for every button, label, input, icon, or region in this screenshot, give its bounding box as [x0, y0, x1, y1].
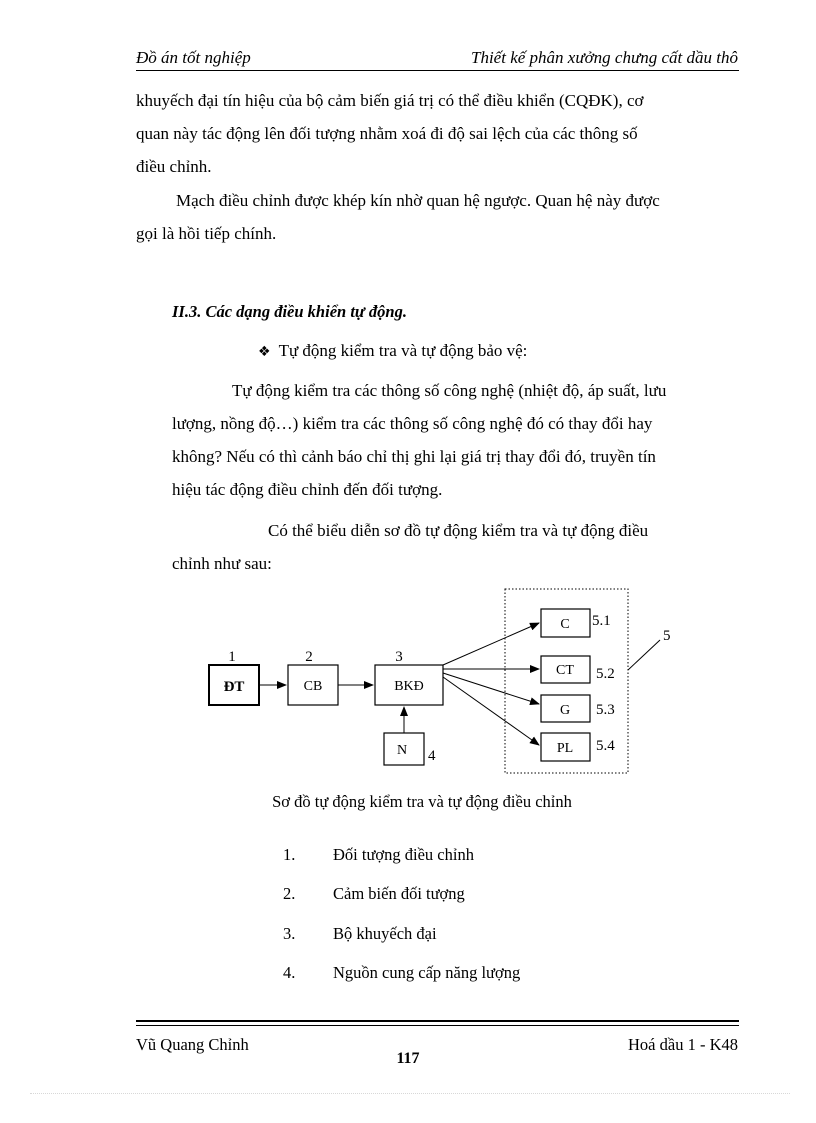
block-dt-label: ĐT: [223, 679, 245, 695]
block-ct-label: CT: [556, 663, 574, 678]
paragraph-4-line-1: Có thể biểu diễn sơ đồ tự động kiểm tra và tự động điều: [268, 521, 649, 540]
list-item-2-text: Cảm biến đối tượng: [333, 884, 465, 903]
header-left-title: Đồ án tốt nghiệp: [136, 48, 251, 67]
label-5: 5: [663, 628, 671, 644]
arrow-bkd-c: [443, 623, 539, 665]
footer-author: Vũ Quang Chỉnh: [136, 1035, 249, 1054]
label-5-2: 5.2: [596, 666, 615, 682]
section-heading: II.3. Các dạng điều khiển tự động.: [172, 302, 407, 321]
list-item-1-number: 1.: [283, 845, 296, 864]
list-item-4-number: 4.: [283, 963, 296, 982]
diamond-bullet-icon: ❖: [258, 344, 271, 360]
page-number: 117: [396, 1050, 420, 1067]
label-5-4: 5.4: [596, 738, 615, 754]
list-item-3-text: Bộ khuyếch đại: [333, 924, 437, 943]
list-item-1-text: Đối tượng điều chỉnh: [333, 845, 474, 864]
footer-rule-thin: [136, 1025, 739, 1026]
label-5-3: 5.3: [596, 702, 615, 718]
page-edge-dotted-line: [30, 1093, 790, 1094]
paragraph-4-line-2: chỉnh như sau:: [172, 554, 272, 573]
list-item-4-text: Nguồn cung cấp năng lượng: [333, 963, 521, 982]
paragraph-3-line-4: hiệu tác động điều chỉnh đến đối tượng.: [172, 480, 443, 499]
paragraph-3-line-2: lượng, nồng độ…) kiểm tra các thông số công nghệ đó có thay đổi hay: [172, 414, 653, 433]
paragraph-3-line-3: không? Nếu có thì cảnh báo chỉ thị ghi lại giá trị thay đổi đó, truyền tín: [172, 447, 656, 466]
block-g-label: G: [559, 703, 571, 718]
arrow-bkd-pl: [443, 677, 539, 745]
block-cb-label: CB: [303, 679, 323, 694]
footer-rule-thick: [136, 1020, 739, 1022]
bullet-text: Tự động kiểm tra và tự động bảo vệ:: [278, 341, 528, 360]
block-n-label: N: [396, 743, 408, 758]
block-pl-label: PL: [556, 741, 574, 756]
paragraph-1-line-3: điều chỉnh.: [136, 157, 212, 176]
paragraph-2-line-1: Mạch điều chỉnh được khép kín nhờ quan hệ ngược. Quan hệ này được: [176, 191, 660, 210]
block-bkd-label: BKĐ: [394, 679, 424, 694]
group-5-leader-line: [628, 640, 660, 670]
label-4: 4: [428, 748, 436, 764]
label-3: 3: [395, 649, 403, 665]
paragraph-3-line-1: Tự động kiểm tra các thông số công nghệ (nhiệt độ, áp suất, lưu: [232, 381, 667, 400]
arrow-bkd-g: [443, 673, 539, 704]
header-right-title: Thiết kế phân xưởng chưng cất dầu thô: [471, 48, 738, 67]
block-c-label: C: [560, 617, 570, 632]
list-item-3-number: 3.: [283, 924, 296, 943]
paragraph-2-line-2: gọi là hồi tiếp chính.: [136, 224, 277, 243]
label-5-1: 5.1: [592, 613, 611, 629]
paragraph-1-line-2: quan này tác động lên đối tượng nhằm xoá đi độ sai lệch của các thông số: [136, 124, 638, 143]
list-item-2-number: 2.: [283, 884, 296, 903]
label-2: 2: [305, 649, 313, 665]
label-1: 1: [228, 649, 236, 665]
diagram-caption: Sơ đồ tự động kiểm tra và tự động điều chỉnh: [272, 792, 572, 811]
footer-class: Hoá dầu 1 - K48: [628, 1035, 738, 1054]
paragraph-1-line-1: khuyếch đại tín hiệu của bộ cảm biến giá trị có thể điều khiển (CQĐK), cơ: [136, 91, 644, 110]
